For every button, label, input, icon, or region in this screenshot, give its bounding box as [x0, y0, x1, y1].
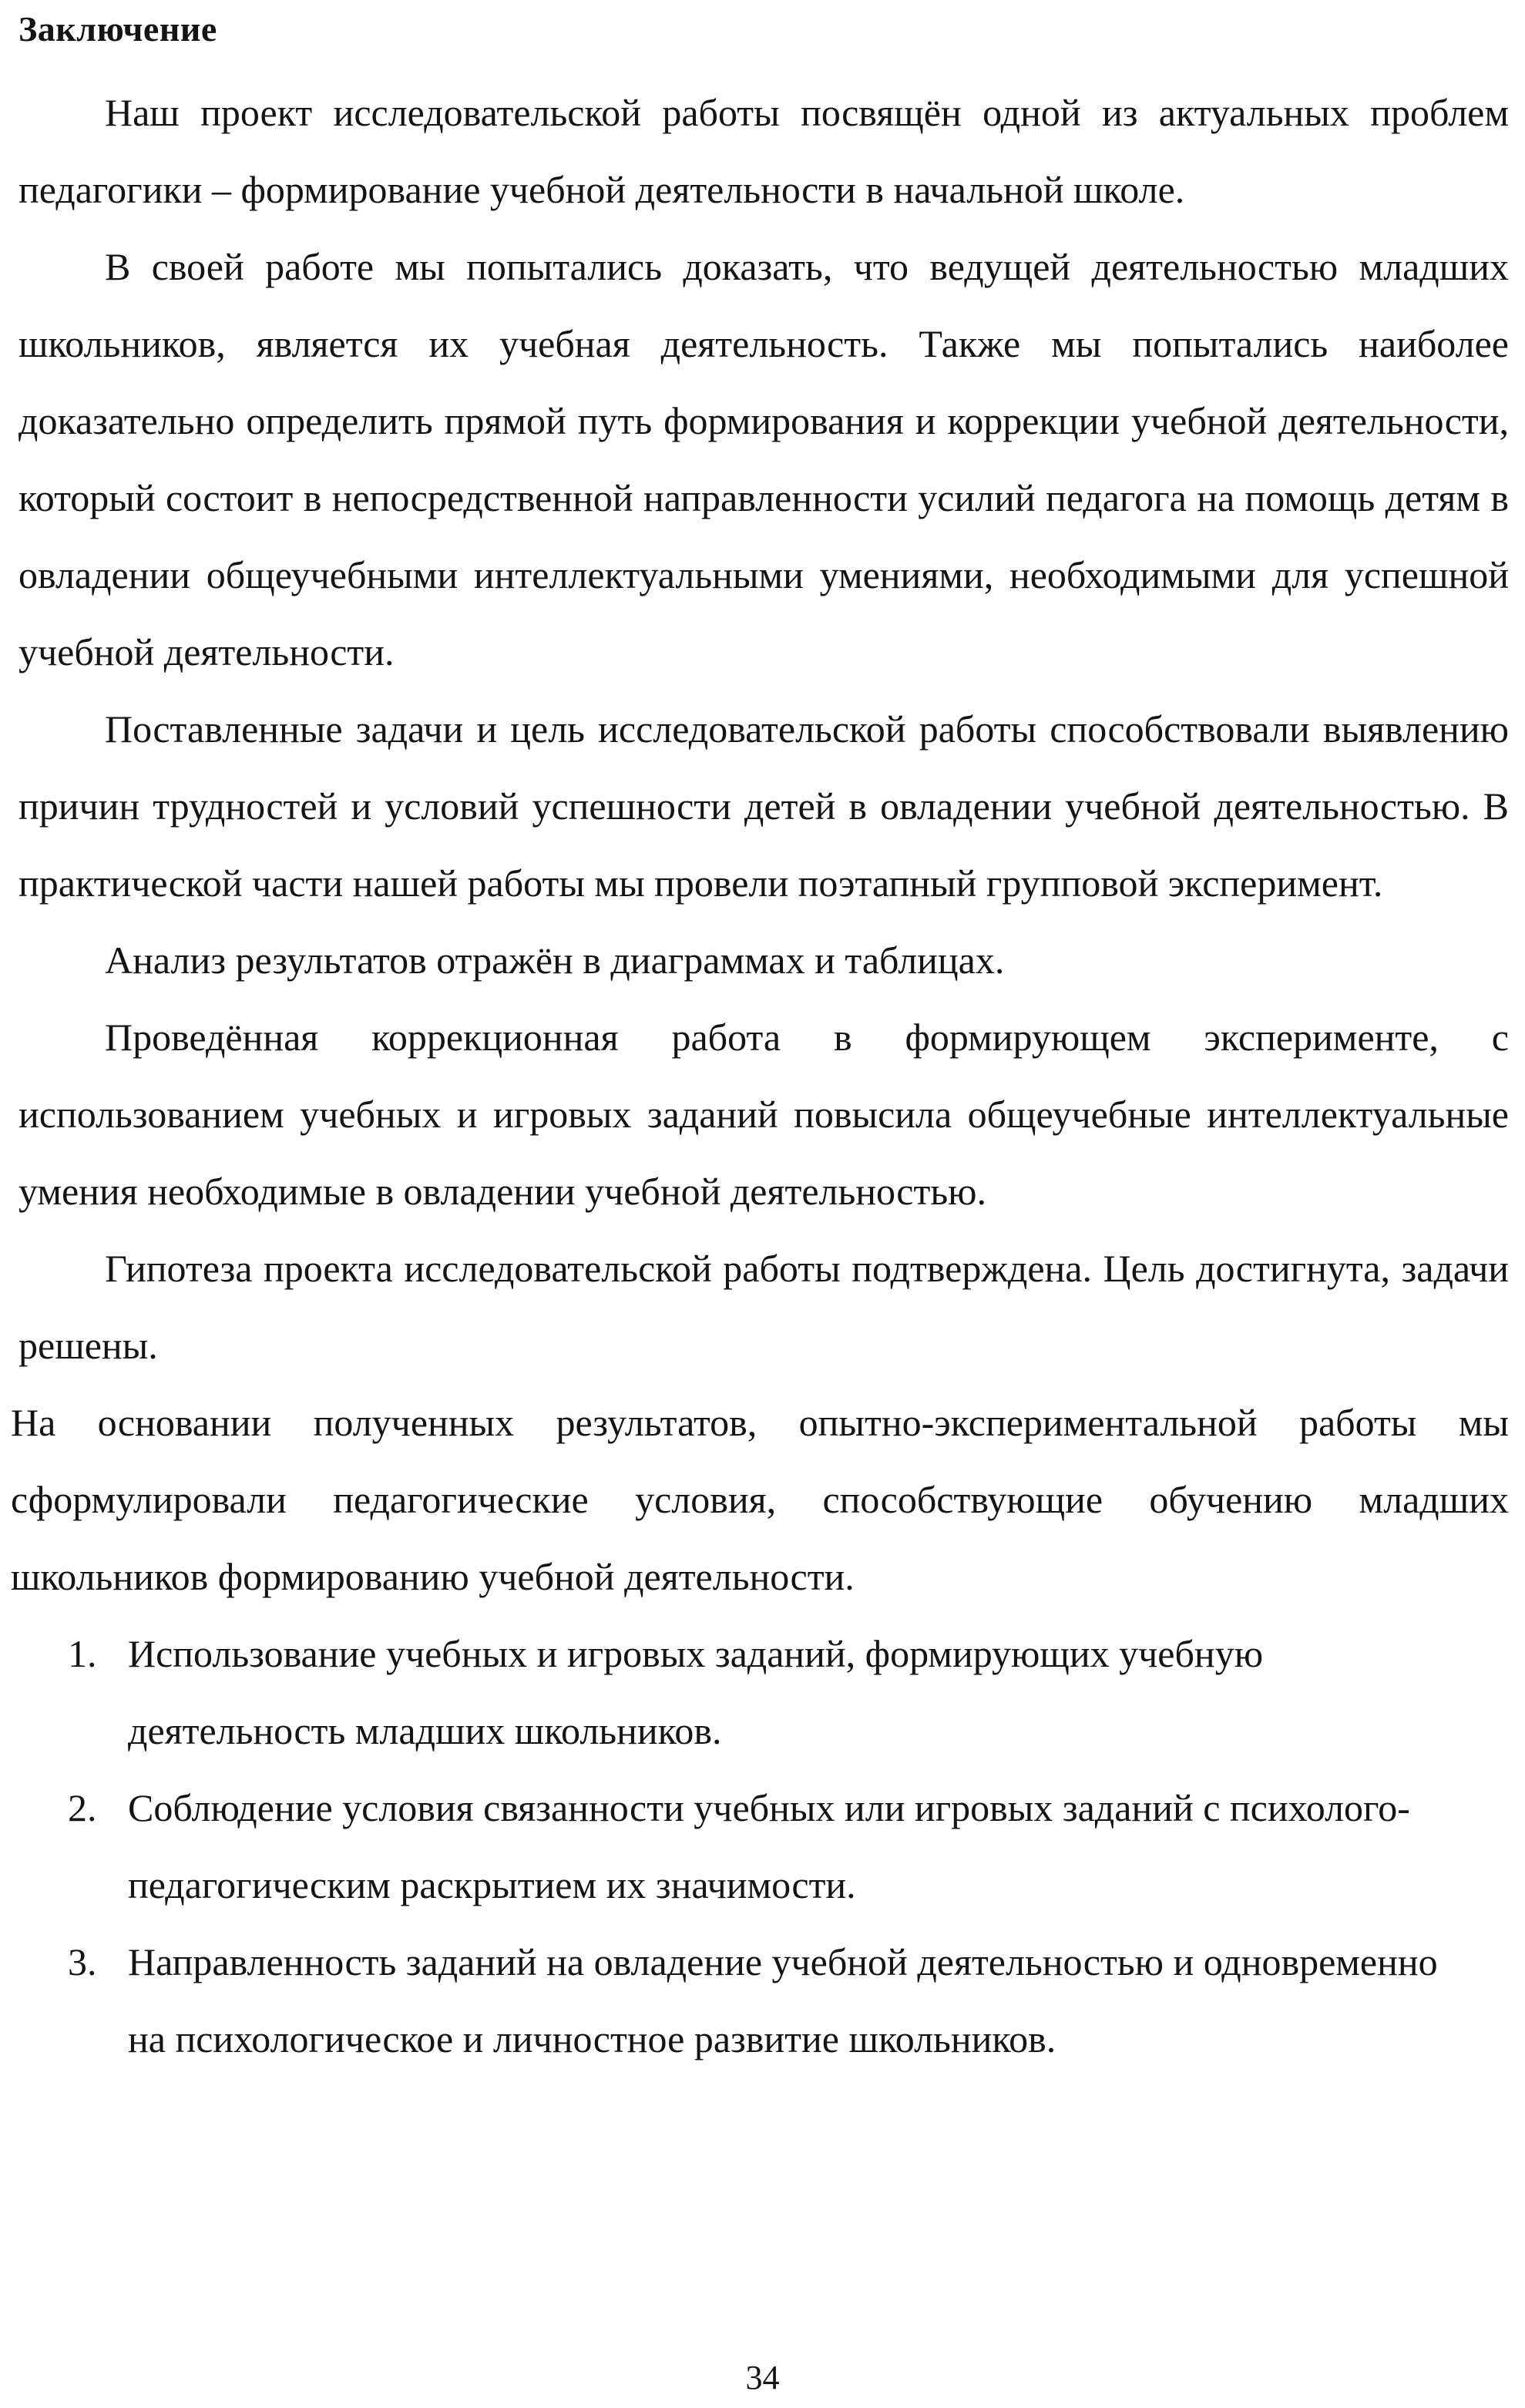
paragraph-work-goal: В своей работе мы попытались доказать, что ведущей деятельностью младших школьников, является их учебная деятельность. Также мы попытались наиболее доказательно определить прямой путь формирования и коррекции учебной деятельности, который состоит в непосредственной направленности усилий педагога на помощь детям в овладении общеучебными интеллектуальными умениями, необходимыми для успешной учебной деятельности. [18, 245, 1509, 673]
paragraph-analysis: Анализ результатов отражён в диаграммах и таблицах. [105, 939, 1005, 982]
page-number: 34 [745, 2359, 780, 2396]
list-item-number: 1. [68, 1632, 97, 1675]
list-item [18, 1769, 1509, 1923]
list-item-text: Соблюдение условия связанности учебных или игровых заданий с психолого-педагогическим раскрытием их значимости. [128, 1786, 1410, 1906]
paragraph-hypothesis: Гипотеза проекта исследовательской работы подтверждена. Цель достигнута, задачи решены. [18, 1247, 1509, 1367]
section-heading: Заключение [18, 9, 217, 49]
list-item-text: Направленность заданий на овладение учебной деятельностью и одновременно на психологическое и личностное развитие школьников. [128, 1940, 1438, 2060]
paragraph-conditions-intro: На основании полученных результатов, опытно-экспериментальной работы мы сформулировали педагогические условия, способствующие обучению младших школьников формированию учебной деятельности. [11, 1401, 1509, 1598]
paragraph-intro: Наш проект исследовательской работы посвящён одной из актуальных проблем педагогики – формирование учебной деятельности в начальной школе. [18, 91, 1509, 211]
list-item-number: 3. [68, 1940, 97, 1983]
list-item [18, 1923, 1509, 2077]
paragraph-correction: Проведённая коррекционная работа в формирующем эксперименте, с использованием учебных и игровых заданий повысила общеучебные интеллектуальные умения необходимые в овладении учебной деятельностью. [18, 1016, 1509, 1213]
list-item [18, 1615, 1509, 1769]
list-item-text: Использование учебных и игровых заданий, формирующих учебную деятельность младших школьников. [128, 1632, 1264, 1752]
conditions-list [18, 1615, 1509, 2077]
document-body [11, 74, 1509, 2077]
paragraph-tasks: Поставленные задачи и цель исследовательской работы способствовали выявлению причин трудностей и условий успешности детей в овладении учебной деятельностью. В практической части нашей работы мы провели поэтапный групповой эксперимент. [18, 707, 1509, 905]
list-item-number: 2. [68, 1786, 97, 1829]
